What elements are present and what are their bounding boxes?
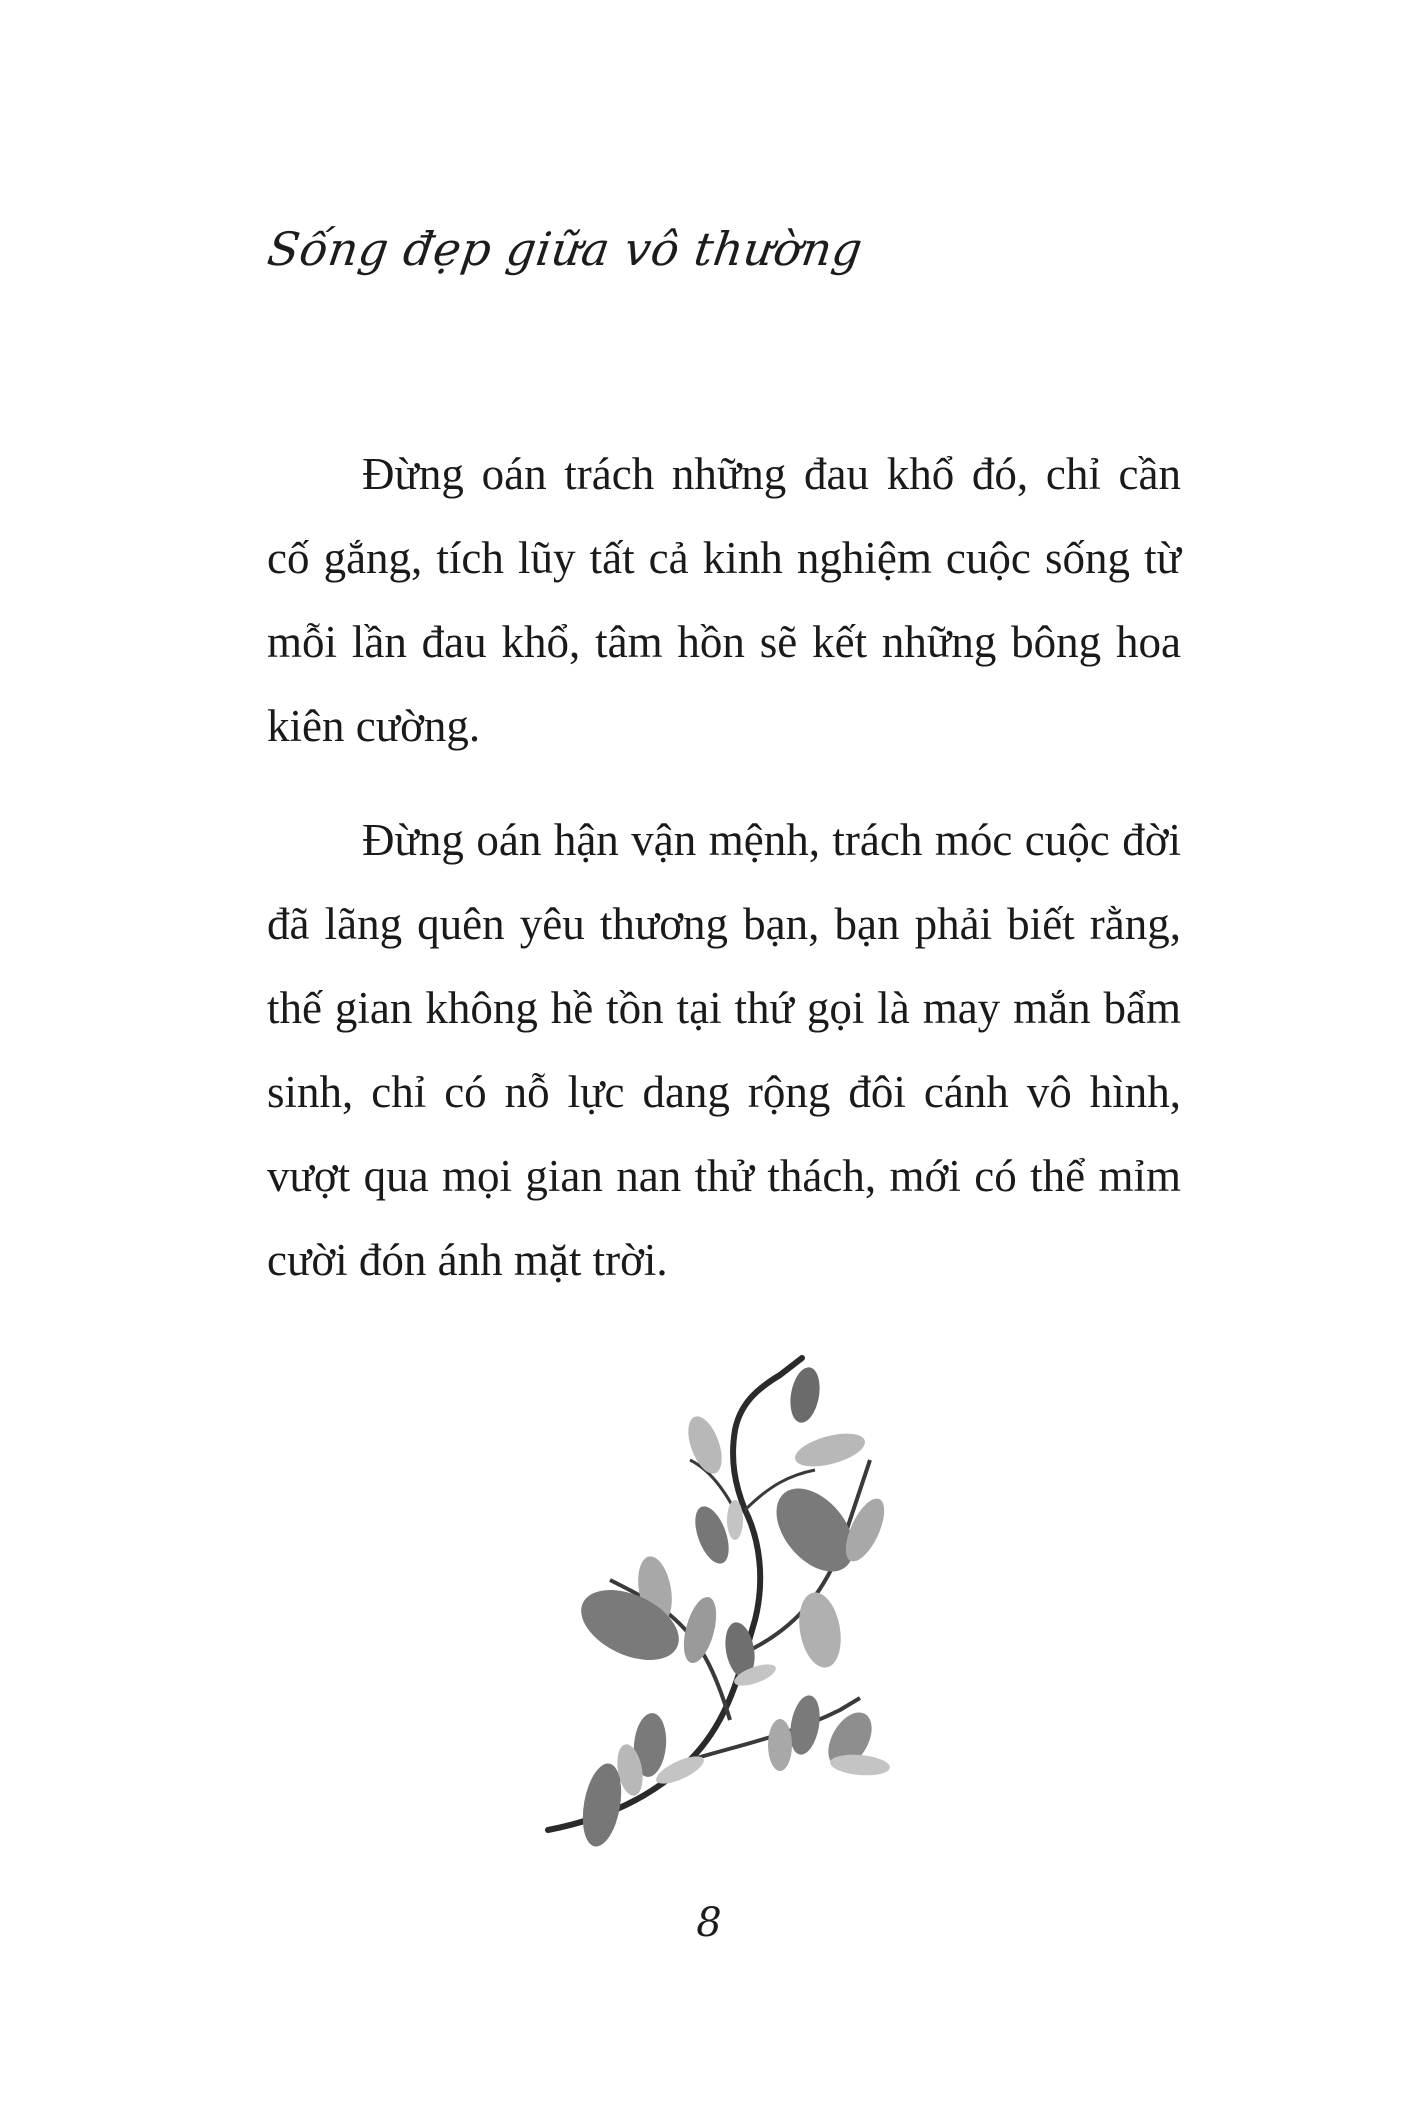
paragraph-2: Đừng oán hận vận mệnh, trách móc cuộc đời đã lãng quên yêu thương bạn, bạn phải biết rằng, thế gian không hề tồn tại thứ gọi là may mắn bẩm sinh, chỉ có nỗ lực dang rộng đôi cánh vô hình, vượt qua mọi gian nan thử thách, mới có thể mỉm cười đón ánh mặt trời. <box>267 815 1181 1285</box>
paragraph-1: Đừng oán trách những đau khổ đó, chỉ cần cố gắng, tích lũy tất cả kinh nghiệm cuộc sống từ mỗi lần đau khổ, tâm hồn sẽ kết những bông hoa kiên cường. <box>267 449 1181 751</box>
page-number: 8 <box>696 1900 722 1946</box>
running-head-title: Sống đẹp giữa vô thường <box>264 222 867 276</box>
leafy-branch-icon <box>540 1350 890 1850</box>
body-text <box>267 432 1181 1332</box>
